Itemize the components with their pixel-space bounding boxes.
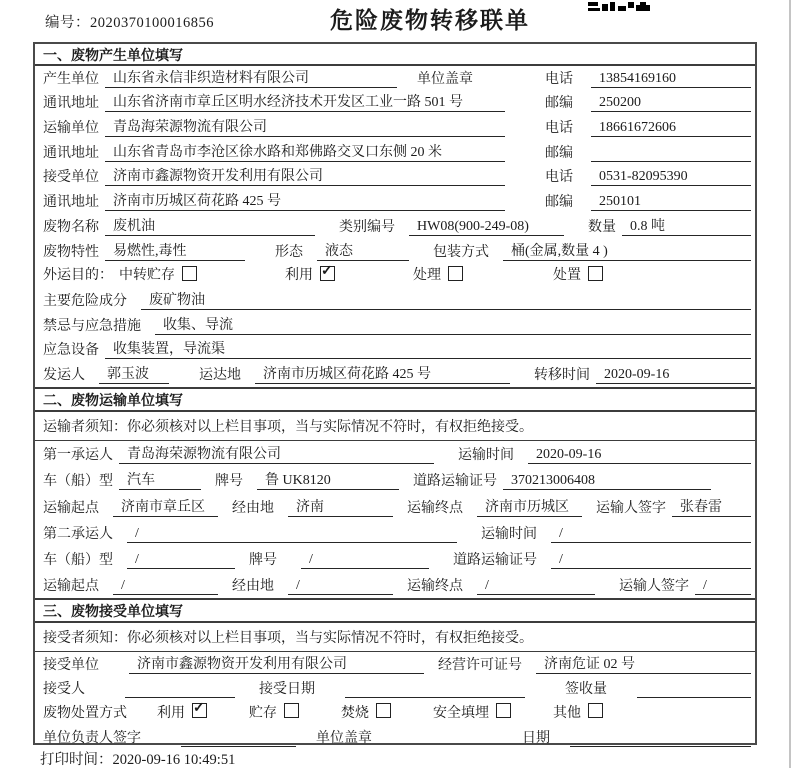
option-label: 处置 <box>553 268 581 284</box>
packing-label: 包装方式 <box>433 244 489 260</box>
zip-value: 250200 <box>591 95 751 112</box>
option-label: 中转贮存 <box>119 268 175 284</box>
checkbox-disposal-incinerate <box>376 703 391 718</box>
option-label: 利用 <box>157 705 185 721</box>
vehicle-type-value: 汽车 <box>119 469 201 490</box>
license-label: 经营许可证号 <box>438 657 522 673</box>
unit-seal-label: 单位盖章 <box>417 71 473 87</box>
zip-label: 邮编 <box>545 145 573 161</box>
traits-value: 易燃性,毒性 <box>105 240 245 261</box>
carrier-signature-value: / <box>695 578 751 595</box>
route-via-label: 经由地 <box>232 579 274 595</box>
checkbox-disposal-utilize <box>192 703 207 718</box>
print-time-line <box>40 748 235 769</box>
receiver-value: 济南市鑫源物资开发利用有限公司 <box>105 165 505 186</box>
responsible-signature-label: 单位负责人签字 <box>43 731 141 747</box>
acceptor-value <box>125 681 235 698</box>
purpose-option-treat <box>413 264 463 284</box>
road-permit-value: 370213006408 <box>503 473 711 490</box>
producer-zip-group <box>545 92 751 112</box>
producer-value: 山东省永信非织造材料有限公司 <box>105 67 397 88</box>
purpose-option-dispose <box>553 264 603 284</box>
first-carrier-label: 第一承运人 <box>43 448 113 464</box>
route-via-value: / <box>288 578 393 595</box>
qr-code-fragment-graphic <box>588 2 650 11</box>
accept-date-label: 接受日期 <box>259 682 315 698</box>
transfer-time-value: 2020-09-16 <box>596 367 751 384</box>
phone-label: 电话 <box>545 121 573 137</box>
row-first-route <box>35 493 755 519</box>
equipment-label: 应急设备 <box>43 343 99 359</box>
transporter-value: 青岛海荣源物流有限公司 <box>105 116 505 137</box>
checkbox-treat <box>448 266 463 281</box>
checkbox-transfer-storage <box>182 266 197 281</box>
carrier-signature-value: 张春雷 <box>672 496 751 517</box>
purpose-option-utilize <box>285 264 335 284</box>
serial-value: 2020370100016856 <box>90 15 214 31</box>
transporter-notice: 运输者须知：你必须核对以上栏目事项，当与实际情况不符时，有权拒绝接受。 <box>35 412 755 441</box>
plate-label: 牌号 <box>249 552 277 568</box>
checkbox-utilize <box>320 266 335 281</box>
vehicle-type-label: 车（船）型 <box>43 552 113 568</box>
row-waste-name <box>35 214 755 239</box>
consignor-label: 发运人 <box>43 367 85 383</box>
address-label: 通讯地址 <box>43 145 99 161</box>
option-label: 处理 <box>413 268 441 284</box>
serial-number-line <box>45 11 214 32</box>
address-value: 山东省济南市章丘区明水经济技术开发区工业一路 501 号 <box>105 91 505 112</box>
plate-label: 牌号 <box>215 474 243 490</box>
row-producer <box>35 66 755 91</box>
quantity-value: 0.8 吨 <box>622 215 751 236</box>
second-carrier-label: 第二承运人 <box>43 526 113 542</box>
form-value: 液态 <box>317 240 409 261</box>
waste-name-value: 废机油 <box>105 215 315 236</box>
section1-heading: 一、废物产生单位填写 <box>35 44 755 66</box>
row-transfer-purpose <box>35 264 755 289</box>
row-producer-address <box>35 91 755 116</box>
row-dispatch <box>35 362 755 387</box>
route-end-label: 运输终点 <box>407 579 463 595</box>
taboo-value: 收集、导流 <box>155 314 751 335</box>
disposal-option-incinerate <box>341 702 391 722</box>
route-end-value: / <box>477 578 595 595</box>
row-transporter <box>35 115 755 140</box>
phone-value: 13854169160 <box>591 71 751 88</box>
page-title: 危险废物转移联单 <box>330 8 530 33</box>
page-right-edge-line <box>789 0 791 768</box>
producer-label: 产生单位 <box>43 71 99 87</box>
road-permit-label: 道路运输证号 <box>413 474 497 490</box>
transporter-zip-group <box>545 142 751 162</box>
hazard-value: 废矿物油 <box>141 289 751 310</box>
option-label: 焚烧 <box>341 705 369 721</box>
checkbox-disposal-landfill <box>496 703 511 718</box>
row-responsible-signature <box>35 726 755 751</box>
transport-time-label: 运输时间 <box>481 526 537 542</box>
zip-label: 邮编 <box>545 96 573 112</box>
checkbox-disposal-storage <box>284 703 299 718</box>
row-second-carrier <box>35 520 755 546</box>
transfer-time-label: 转移时间 <box>534 367 590 383</box>
qr-code-fragment-icon <box>588 0 650 9</box>
row-first-carrier <box>35 441 755 467</box>
address-value: 山东省青岛市李沧区徐水路和郑佛路交叉口东侧 20 米 <box>105 141 505 162</box>
carrier-signature-label: 运输人签字 <box>596 500 666 516</box>
zip-value <box>591 145 751 162</box>
route-via-value: 济南 <box>288 496 393 517</box>
purpose-label: 外运目的： <box>43 268 113 284</box>
option-label: 安全填埋 <box>433 705 489 721</box>
row-disposal-method <box>35 701 755 726</box>
received-amount-label: 签收量 <box>565 682 607 698</box>
receiver-zip-group <box>545 191 751 211</box>
row-acceptor <box>35 677 755 702</box>
destination-label: 运达地 <box>199 367 241 383</box>
license-value: 济南危证 02 号 <box>536 653 751 674</box>
row-second-route <box>35 572 755 598</box>
phone-label: 电话 <box>545 71 573 87</box>
category-code-value: HW08(900-249-08) <box>409 219 564 236</box>
receiver-notice: 接受者须知：你必须核对以上栏目事项，当与实际情况不符时，有权拒绝接受。 <box>35 623 755 652</box>
form-label: 形态 <box>275 244 303 260</box>
accept-date-value <box>345 681 525 698</box>
row-main-hazard <box>35 288 755 313</box>
phone-label: 电话 <box>545 170 573 186</box>
transfer-form-sheet <box>33 42 757 745</box>
route-end-value: 济南市历城区 <box>477 496 582 517</box>
route-end-label: 运输终点 <box>407 500 463 516</box>
disposal-option-landfill <box>433 702 511 722</box>
road-permit-value: / <box>551 552 751 569</box>
consignor-value: 郭玉波 <box>99 363 169 384</box>
equipment-value: 收集装置，导流渠 <box>105 338 751 359</box>
purpose-option-transfer-storage <box>119 264 197 284</box>
taboo-label: 禁忌与应急措施 <box>43 318 141 334</box>
plate-value: / <box>301 552 429 569</box>
route-via-label: 经由地 <box>232 500 274 516</box>
zip-value: 250101 <box>591 194 751 211</box>
route-start-label: 运输起点 <box>43 579 99 595</box>
disposal-option-utilize <box>157 702 207 722</box>
vehicle-type-label: 车（船）型 <box>43 474 113 490</box>
section2-heading: 二、废物运输单位填写 <box>35 387 755 412</box>
option-label: 利用 <box>285 268 313 284</box>
traits-label: 废物特性 <box>43 244 99 260</box>
row-receiver <box>35 165 755 190</box>
row-taboo-measures <box>35 313 755 338</box>
acceptor-label: 接受人 <box>43 682 85 698</box>
row-second-vehicle <box>35 546 755 572</box>
received-amount-value <box>637 681 751 698</box>
date-label: 日期 <box>522 731 550 747</box>
print-time-label: 打印时间： <box>40 752 113 768</box>
date-value <box>570 730 751 747</box>
phone-value: 18661672606 <box>591 120 751 137</box>
carrier-signature-label: 运输人签字 <box>619 579 689 595</box>
receiver-label: 接受单位 <box>43 170 99 186</box>
destination-value: 济南市历城区荷花路 425 号 <box>255 363 510 384</box>
responsible-signature-value <box>181 730 296 747</box>
route-start-value: / <box>113 578 218 595</box>
phone-value: 0531-82095390 <box>591 169 751 186</box>
transport-time-value: 2020-09-16 <box>528 447 751 464</box>
disposal-option-storage <box>249 702 299 722</box>
first-carrier-value: 青岛海荣源物流有限公司 <box>119 443 434 464</box>
serial-label: 编号： <box>45 15 90 31</box>
address-label: 通讯地址 <box>43 96 99 112</box>
option-label: 贮存 <box>249 705 277 721</box>
checkbox-disposal-other <box>588 703 603 718</box>
section3-heading: 三、废物接受单位填写 <box>35 598 755 623</box>
transport-time-value: / <box>551 526 751 543</box>
print-time-value: 2020-09-16 10:49:51 <box>112 752 236 768</box>
unit-seal-label: 单位盖章 <box>316 731 372 747</box>
waste-name-label: 废物名称 <box>43 219 99 235</box>
row-accepting-unit <box>35 652 755 677</box>
producer-phone-group <box>545 68 751 88</box>
row-receiver-address <box>35 189 755 214</box>
option-label: 其他 <box>553 705 581 721</box>
plate-value: 鲁 UK8120 <box>257 469 399 490</box>
zip-label: 邮编 <box>545 195 573 211</box>
packing-value: 桶(金属,数量 4 ) <box>503 240 751 261</box>
row-first-vehicle <box>35 467 755 493</box>
second-carrier-value: / <box>127 526 457 543</box>
row-emergency-equipment <box>35 338 755 363</box>
route-start-label: 运输起点 <box>43 500 99 516</box>
row-waste-traits <box>35 239 755 264</box>
address-label: 通讯地址 <box>43 195 99 211</box>
accepting-unit-label: 接受单位 <box>43 657 99 673</box>
transporter-phone-group <box>545 117 751 137</box>
receiver-phone-group <box>545 166 751 186</box>
category-code-label: 类别编号 <box>339 219 395 235</box>
checkbox-dispose <box>588 266 603 281</box>
road-permit-label: 道路运输证号 <box>453 552 537 568</box>
vehicle-type-value: / <box>127 552 235 569</box>
hazard-label: 主要危险成分 <box>43 293 127 309</box>
transporter-label: 运输单位 <box>43 121 99 137</box>
accepting-unit-value: 济南市鑫源物资开发利用有限公司 <box>129 653 424 674</box>
disposal-method-label: 废物处置方式 <box>43 705 127 721</box>
route-start-value: 济南市章丘区 <box>113 496 218 517</box>
quantity-label: 数量 <box>588 219 616 235</box>
row-transporter-address <box>35 140 755 165</box>
transport-time-label: 运输时间 <box>458 448 514 464</box>
disposal-option-other <box>553 702 603 722</box>
address-value: 济南市历城区荷花路 425 号 <box>105 190 505 211</box>
